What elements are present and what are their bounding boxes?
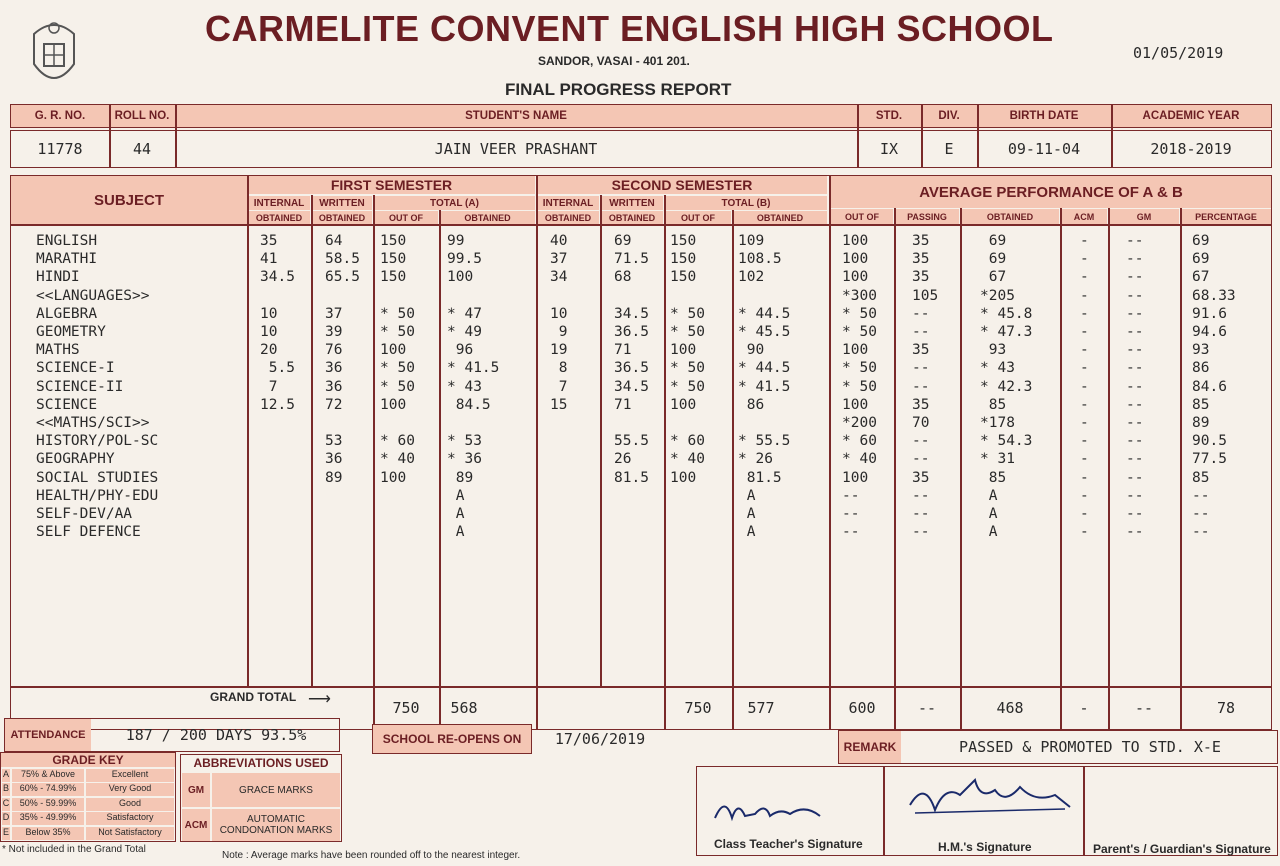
gm-desc: GRACE MARKS: [212, 773, 340, 807]
average-header: AVERAGE PERFORMANCE OF A & B: [919, 183, 1183, 201]
grade-letter: B: [2, 783, 10, 796]
abbreviations-title: ABBREVIATIONS USED: [193, 756, 329, 770]
student-name-header: STUDENT'S NAME: [465, 110, 567, 122]
school-name: CARMELITE CONVENT ENGLISH HIGH SCHOOL: [205, 8, 1054, 49]
s1-internal-values: 35 41 34.5 10 10 20 5.5 7 12.5: [260, 233, 295, 413]
avg-out-of: OUT OF: [831, 209, 893, 224]
grade-key-title: GRADE KEY: [1, 753, 175, 767]
roll-no-header: ROLL NO.: [114, 110, 170, 122]
avg-acm: ACM: [1061, 209, 1107, 224]
gt-avg-outof: 600: [848, 699, 876, 717]
avg-outof-values: 100 100 100 *300 * 50 * 50 100 * 50 * 50 100 *200 * 60 * 40 100 -- -- --: [842, 233, 877, 541]
grade-range: Below 35%: [12, 827, 84, 840]
avg-passing-values: 35 35 35 105 -- -- 35 -- -- 35 70 -- -- 35 -- -- --: [912, 233, 939, 541]
grade-letter: E: [2, 827, 10, 840]
s2-internal-obtained: OBTAINED: [537, 211, 599, 224]
s1-written-header: WRITTEN: [312, 196, 372, 210]
s2-out-of: OUT OF: [665, 211, 731, 224]
gm-abbr: GM: [182, 773, 210, 807]
s1-out-of: OUT OF: [374, 211, 438, 224]
grade-desc: Good: [86, 798, 174, 811]
s1-total-header: TOTAL (A): [374, 196, 535, 210]
s1-total-obtained: OBTAINED: [440, 211, 535, 224]
gt-avg-gm: --: [1134, 699, 1154, 717]
avg-passing: PASSING: [895, 209, 959, 224]
reopen-label: SCHOOL RE-OPENS ON: [382, 732, 522, 746]
roll-no-value: 44: [132, 140, 152, 158]
subject-list: ENGLISH MARATHI HINDI <<LANGUAGES>> ALGEBRA GEOMETRY MATHS SCIENCE-I SCIENCE-II SCIENCE <<MATHS/SCI>> HISTORY/POL-SC GEOGRAPHY SOCIAL STUDIES HEALTH/PHY-EDU SELF-DEV/AA SELF DEFENCE: [36, 233, 159, 541]
acm-desc: AUTOMATIC CONDONATION MARKS: [212, 809, 340, 841]
report-date: 01/05/2019: [1133, 44, 1224, 62]
grade-letter: D: [2, 812, 10, 825]
class-teacher-signature-label: Class Teacher's Signature: [714, 837, 863, 851]
school-address: SANDOR, VASAI - 401 201.: [538, 54, 690, 68]
attendance-label: ATTENDANCE: [5, 719, 91, 751]
s2-outof-values: 150 150 150 * 50 * 50 100 * 50 * 50 100 * 60 * 40 100: [670, 233, 705, 486]
avg-gm: GM: [1109, 209, 1179, 224]
subject-header: SUBJECT: [93, 191, 164, 209]
avg-gm-values: -- -- -- -- -- -- -- -- -- -- -- -- -- -- -- -- --: [1126, 233, 1144, 541]
div-value: E: [944, 140, 954, 158]
s1-written-obtained: OBTAINED: [312, 211, 372, 224]
grade-desc: Very Good: [86, 783, 174, 796]
avg-pct-values: 69 69 67 68.33 91.6 94.6 93 86 84.6 85 89 90.5 77.5 85 -- -- --: [1192, 233, 1236, 541]
s1-written-values: 64 58.5 65.5 37 39 76 36 36 72 53 36 89: [325, 233, 360, 486]
gt-avg-obtained: 468: [996, 699, 1024, 717]
avg-obtained-values: 69 69 67 *205 * 45.8 * 47.3 93 * 43 * 42.3 85 *178 * 54.3 * 31 85 A A A: [980, 233, 1033, 541]
std-header: STD.: [875, 110, 903, 122]
school-crest-icon: [22, 14, 86, 94]
gt-s2-outof: 750: [684, 699, 712, 717]
rounding-note: Note : Average marks have been rounded off to the nearest integer.: [222, 850, 521, 861]
grade-letter: A: [2, 769, 10, 782]
grade-desc: Not Satisfactory: [86, 827, 174, 840]
s1-total-values: 99 99.5 100 * 47 * 49 96 * 41.5 * 43 84.5 * 53 * 36 89 A A A: [447, 233, 500, 541]
gr-no-header: G. R. NO.: [34, 110, 86, 122]
acm-abbr: ACM: [182, 809, 210, 841]
report-title: FINAL PROGRESS REPORT: [505, 80, 732, 99]
s1-internal-header: INTERNAL: [248, 196, 310, 210]
class-teacher-signature-icon: [710, 790, 840, 830]
birth-date-header: BIRTH DATE: [1009, 110, 1079, 122]
attendance-value: 187 / 200 DAYS 93.5%: [125, 726, 307, 744]
gt-avg-acm: -: [1079, 699, 1089, 717]
div-header: DIV.: [938, 110, 960, 122]
grade-desc: Excellent: [86, 769, 174, 782]
gr-no-value: 11778: [37, 140, 83, 158]
s2-written-values: 69 71.5 68 34.5 36.5 71 36.5 34.5 71 55.5 26 81.5: [614, 233, 649, 486]
grade-range: 35% - 49.99%: [12, 812, 84, 825]
gt-avg-passing: --: [917, 699, 937, 717]
not-included-note: * Not included in the Grand Total: [2, 844, 146, 855]
grade-range: 50% - 59.99%: [12, 798, 84, 811]
parent-signature-label: Parent's / Guardian's Signature: [1093, 842, 1271, 856]
gt-s1-outof: 750: [392, 699, 420, 717]
s2-internal-values: 40 37 34 10 9 19 8 7 15: [550, 233, 568, 413]
first-semester-header: FIRST SEMESTER: [330, 177, 453, 193]
arrow-right-icon: ⟶: [308, 691, 331, 708]
remark-label: REMARK: [839, 731, 901, 763]
s2-written-header: WRITTEN: [601, 196, 663, 210]
hm-signature-label: H.M.'s Signature: [938, 840, 1032, 854]
s2-total-obtained: OBTAINED: [733, 211, 827, 224]
s2-total-header: TOTAL (B): [665, 196, 827, 210]
grade-letter: C: [2, 798, 10, 811]
hm-signature-icon: [905, 775, 1075, 825]
grade-desc: Satisfactory: [86, 812, 174, 825]
gt-s2-obtained: 577: [747, 699, 775, 717]
gt-s1-obtained: 568: [450, 699, 478, 717]
avg-obtained: OBTAINED: [961, 209, 1059, 224]
grand-total-label: GRAND TOTAL: [210, 690, 297, 704]
academic-year-header: ACADEMIC YEAR: [1142, 110, 1240, 122]
grade-range: 75% & Above: [12, 769, 84, 782]
grade-range: 60% - 74.99%: [12, 783, 84, 796]
academic-year-value: 2018-2019: [1150, 140, 1232, 158]
student-name-value: JAIN VEER PRASHANT: [434, 140, 598, 158]
s2-written-obtained: OBTAINED: [601, 211, 663, 224]
gt-avg-pct: 78: [1216, 699, 1236, 717]
reopen-value: 17/06/2019: [554, 730, 646, 748]
s1-outof-values: 150 150 150 * 50 * 50 100 * 50 * 50 100 * 60 * 40 100: [380, 233, 415, 486]
avg-acm-values: - - - - - - - - - - - - - - - - -: [1080, 233, 1089, 541]
s2-total-values: 109 108.5 102 * 44.5 * 45.5 90 * 44.5 * 41.5 86 * 55.5 * 26 81.5 A A A: [738, 233, 791, 541]
second-semester-header: SECOND SEMESTER: [611, 177, 753, 193]
std-value: IX: [879, 140, 899, 158]
remark-value: PASSED & PROMOTED TO STD. X-E: [959, 738, 1221, 756]
s1-internal-obtained: OBTAINED: [248, 211, 310, 224]
avg-percentage: PERCENTAGE: [1181, 209, 1271, 224]
s2-internal-header: INTERNAL: [537, 196, 599, 210]
birth-date-value: 09-11-04: [1007, 140, 1081, 158]
